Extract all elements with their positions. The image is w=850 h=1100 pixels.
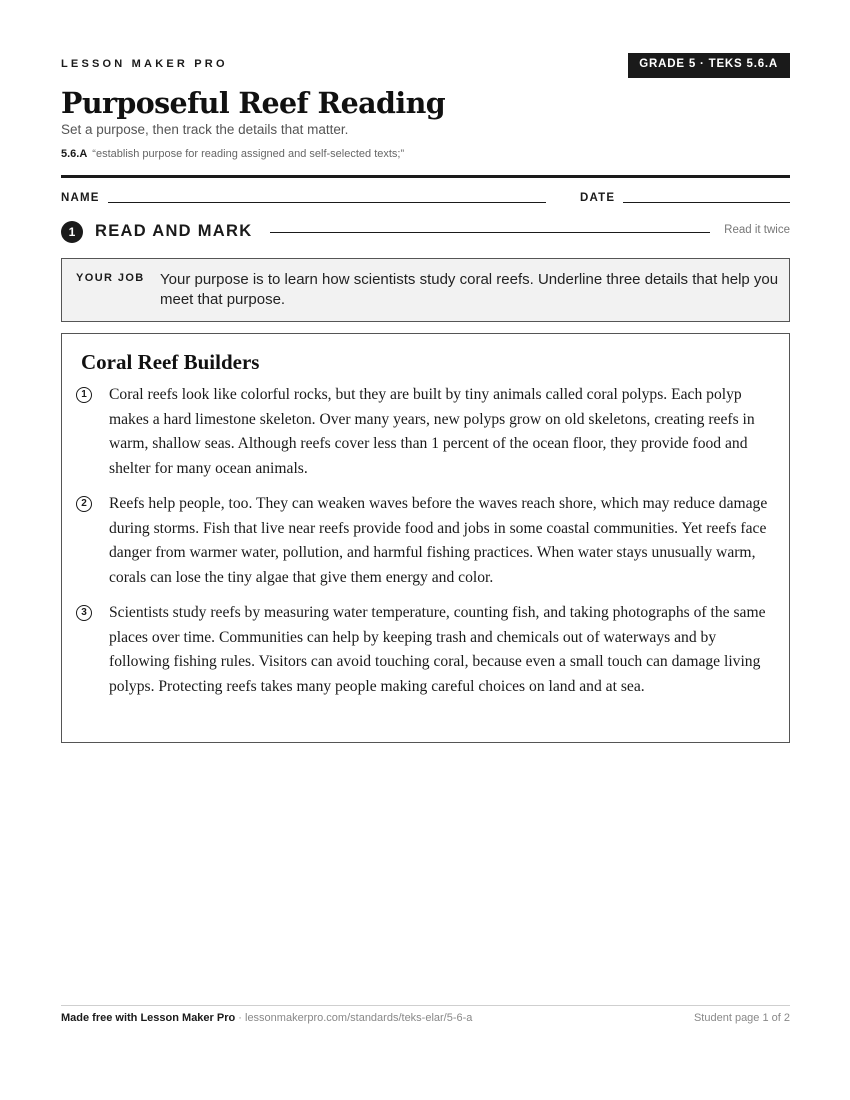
paragraph-number-1: 1 [76, 387, 92, 403]
job-box [61, 258, 790, 322]
page-indicator: Student page 1 of 2 [693, 1012, 790, 1024]
standard-code: 5.6.A [61, 148, 88, 160]
page-title: Purposeful Reef Reading [61, 86, 446, 120]
passage-box [61, 333, 790, 743]
footer-credit [61, 1012, 472, 1024]
standard-line [61, 148, 404, 160]
footer-url: · lessonmakerpro.com/standards/teks-elar/5-6-a [235, 1012, 473, 1024]
section-note: Read it twice [724, 224, 790, 236]
passage-title: Coral Reef Builders [81, 350, 260, 374]
worksheet-page [61, 0, 790, 1100]
section-title: READ AND MARK [95, 222, 253, 240]
page-subtitle: Set a purpose, then track the details that matter. [61, 122, 349, 137]
passage-paragraph-1: Coral reefs look like colorful rocks, but they are built by tiny animals called coral polyps. Each polyp makes a hard limestone skeleton. Over many years, new polyps grow on old skeletons, creating reefs in warm, shallow seas. Although reefs cover less than 1 percent of the ocean floor, they provide food and shelter for many ocean animals. [109, 386, 755, 477]
date-label: DATE [580, 192, 616, 204]
passage-paragraph-3: Scientists study reefs by measuring water temperature, counting fish, and taking photographs of the same places over time. Communities can help by keeping trash and chemicals out of waterways and by following fishing rules. Visitors can avoid touching coral, because even a small touch can damage living polyps. Protecting reefs takes many people making careful choices on land and at sea. [109, 604, 766, 695]
section-number-badge: 1 [61, 221, 83, 243]
footer-brand: Made free with Lesson Maker Pro [61, 1012, 236, 1024]
name-field[interactable] [108, 202, 546, 203]
grade-badge: GRADE 5 · TEKS 5.6.A [628, 53, 790, 78]
section-divider [270, 232, 710, 233]
paragraph-number-2: 2 [76, 496, 92, 512]
job-label: YOUR JOB [76, 272, 145, 284]
brand-name: LESSON MAKER PRO [61, 58, 228, 70]
footer-divider [61, 1005, 790, 1006]
date-field[interactable] [623, 202, 790, 203]
job-instructions: Your purpose is to learn how scientists study coral reefs. Underline three details that help you meet that purpose. [160, 271, 779, 308]
name-label: NAME [61, 192, 100, 204]
passage-paragraph-2: Reefs help people, too. They can weaken waves before the waves reach shore, which may reduce damage during storms. Fish that live near reefs provide food and jobs in some coastal communities. Yet reefs face danger from warmer water, pollution, and harmful fishing practices. When water stays unusually warm, corals can lose the tiny algae that give them energy and color. [109, 495, 768, 586]
paragraph-number-3: 3 [76, 605, 92, 621]
standard-text: “establish purpose for reading assigned and self-selected texts;” [92, 148, 405, 160]
header-divider [61, 175, 790, 178]
